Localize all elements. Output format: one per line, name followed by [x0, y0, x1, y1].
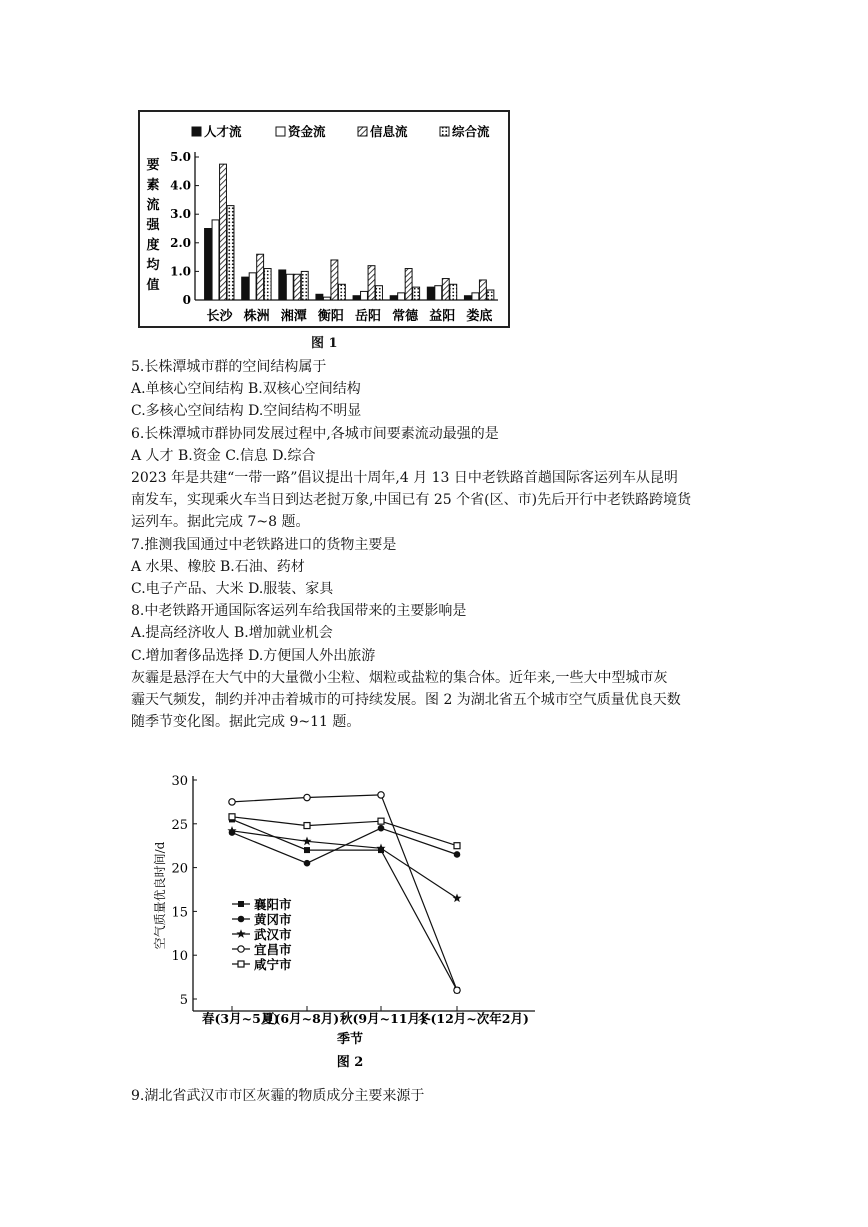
- text-line: C.多核心空间结构 D.空间结构不明显: [131, 403, 362, 420]
- y-axis-label: 要素流强度均值: [146, 158, 160, 293]
- bar-综合流: [301, 271, 308, 300]
- point-咸宁市: [229, 814, 235, 820]
- y-axis-label: 空气质量优良时间/d: [153, 841, 167, 950]
- bar-信息流: [220, 164, 227, 300]
- y-tick-label: 25: [171, 817, 188, 833]
- text-line: 运列车。据此完成 7~8 题。: [131, 514, 310, 531]
- x-tick-label: 常德: [392, 309, 419, 324]
- text-line: 2023 年是共建“一带一路”倡议提出十周年,4 月 13 日中老铁路首趟国际客运列车从昆明: [131, 470, 678, 487]
- bar-信息流: [294, 274, 301, 300]
- text-line: 灰霾是悬浮在大气中的大量微小尘粒、烟粒或盐粒的集合体。近年来,一些大中型城市灰: [131, 669, 668, 686]
- text-line: 8.中老铁路开通国际客运列车给我国带来的主要影响是: [131, 603, 467, 620]
- question-9: 9.湖北省武汉市市区灰霾的物质成分主要来源于: [131, 1088, 425, 1104]
- x-tick-label: 益阳: [429, 309, 456, 324]
- point-襄阳市: [304, 847, 310, 853]
- text-line: 霾天气频发，制约并冲击着城市的可持续发展。图 2 为湖北省五个城市空气质量优良天数: [131, 692, 681, 709]
- point-武汉市: [302, 837, 311, 846]
- point-宜昌市: [378, 792, 384, 798]
- bar-信息流: [368, 266, 375, 300]
- y-tick-label: 3.0: [170, 207, 191, 222]
- bar-信息流: [331, 260, 338, 300]
- series-line-武汉市: [232, 831, 457, 899]
- question-text: [131, 356, 771, 733]
- x-tick-label: 岳阳: [355, 309, 382, 324]
- x-tick-label: 衡阳: [317, 309, 344, 324]
- x-tick-label: 秋(9月~11月): [340, 1011, 426, 1026]
- legend-label: 人才流: [204, 124, 242, 139]
- figure-1-chart: [140, 112, 508, 326]
- bar-综合流: [487, 290, 494, 300]
- y-tick-label: 1.0: [170, 264, 191, 279]
- y-tick-label: 20: [171, 861, 188, 877]
- figure-2-chart: [150, 768, 550, 1070]
- legend-marker: [238, 916, 245, 923]
- y-tick-label: 15: [171, 905, 188, 921]
- bar-资金流: [249, 273, 256, 300]
- point-宜昌市: [304, 794, 310, 800]
- legend-marker: [238, 901, 244, 907]
- text-line: A.单核心空间结构 B.双核心空间结构: [131, 381, 361, 398]
- text-line: A 水果、橡胶 B.石油、药材: [131, 558, 305, 575]
- x-tick-label: 株洲: [243, 309, 270, 324]
- x-tick-label: 春(3月~5月): [202, 1011, 280, 1026]
- text-line: 随季节变化图。据此完成 9~11 题。: [131, 714, 361, 731]
- y-tick-label: 0: [182, 293, 191, 307]
- text-line: 南发车，实现乘火车当日到达老挝万象,中国已有 25 个省(区、市)先后开行中老铁路跨境货: [131, 492, 692, 509]
- bar-人才流: [242, 277, 249, 300]
- text-line: C.电子产品、大米 D.服装、家具: [131, 581, 334, 598]
- y-tick-label: 5.0: [170, 150, 191, 164]
- figure-2-caption: 图 2: [336, 1055, 364, 1070]
- legend-label: 综合流: [452, 124, 490, 139]
- bar-资金流: [323, 297, 330, 300]
- figure-2: [150, 768, 550, 1070]
- legend-marker: [238, 961, 244, 967]
- bar-资金流: [361, 291, 368, 300]
- bar-资金流: [286, 274, 293, 300]
- y-tick-label: 5: [179, 993, 188, 1008]
- bar-资金流: [398, 293, 405, 300]
- bar-综合流: [376, 286, 383, 300]
- text-line: 5.长株潭城市群的空间结构属于: [131, 359, 327, 375]
- legend-label: 咸宁市: [254, 957, 292, 972]
- point-咸宁市: [304, 823, 310, 829]
- bar-人才流: [390, 296, 397, 300]
- bar-资金流: [435, 286, 442, 300]
- point-黄冈市: [304, 860, 311, 867]
- legend-label: 信息流: [370, 124, 408, 139]
- bar-资金流: [472, 293, 479, 300]
- legend-marker: [236, 929, 245, 938]
- x-tick-label: 娄底: [466, 309, 493, 324]
- legend-label: 黄冈市: [254, 912, 292, 927]
- figure-1-caption: 图 1: [311, 336, 338, 351]
- bar-信息流: [479, 280, 486, 300]
- bar-综合流: [264, 269, 271, 300]
- bar-人才流: [279, 270, 286, 300]
- bar-信息流: [405, 269, 412, 300]
- y-tick-label: 4.0: [170, 178, 191, 193]
- legend-marker: [238, 946, 244, 952]
- text-line: 7.推测我国通过中老铁路进口的货物主要是: [131, 536, 397, 553]
- bar-信息流: [257, 254, 264, 300]
- legend-swatch: [192, 127, 201, 136]
- y-tick-label: 30: [171, 774, 188, 789]
- bar-综合流: [338, 284, 345, 300]
- legend-label: 武汉市: [254, 927, 292, 942]
- legend-label: 襄阳市: [254, 897, 292, 912]
- bar-人才流: [316, 294, 323, 300]
- x-tick-label: 冬(12月~次年2月): [418, 1011, 529, 1026]
- point-黄冈市: [378, 825, 385, 832]
- bar-综合流: [227, 206, 234, 300]
- legend-swatch: [440, 127, 449, 136]
- text-line: 6.长株潭城市群协同发展过程中,各城市间要素流动最强的是: [131, 425, 499, 442]
- text-line: A.提高经济收人 B.增加就业机会: [131, 625, 333, 642]
- legend-label: 资金流: [288, 124, 326, 139]
- point-宜昌市: [229, 799, 235, 805]
- bar-人才流: [205, 229, 212, 301]
- point-咸宁市: [378, 818, 384, 824]
- y-tick-label: 10: [171, 949, 188, 965]
- bar-人才流: [427, 287, 434, 300]
- bar-资金流: [212, 220, 219, 300]
- x-tick-label: 长沙: [206, 309, 233, 324]
- point-咸宁市: [454, 843, 460, 849]
- bar-综合流: [413, 287, 420, 300]
- point-宜昌市: [454, 987, 460, 993]
- legend-swatch: [276, 127, 285, 136]
- figure-1: [138, 110, 510, 328]
- point-武汉市: [452, 893, 461, 902]
- text-line: C.增加奢侈品选择 D.方便国人外出旅游: [131, 647, 376, 664]
- legend-label: 宜昌市: [254, 942, 292, 957]
- x-tick-label: 湘潭: [280, 309, 307, 324]
- bar-信息流: [442, 279, 449, 300]
- x-axis-label: 季节: [336, 1032, 364, 1047]
- text-line: A 人才 B.资金 C.信息 D.综合: [131, 447, 316, 464]
- bar-综合流: [450, 284, 457, 300]
- bar-人才流: [464, 296, 471, 300]
- x-tick-label: 夏(6月~8月): [262, 1011, 340, 1026]
- y-tick-label: 2.0: [170, 235, 191, 250]
- legend-swatch: [358, 127, 367, 136]
- bar-人才流: [353, 296, 360, 300]
- series-line-咸宁市: [232, 817, 457, 846]
- point-黄冈市: [454, 851, 461, 858]
